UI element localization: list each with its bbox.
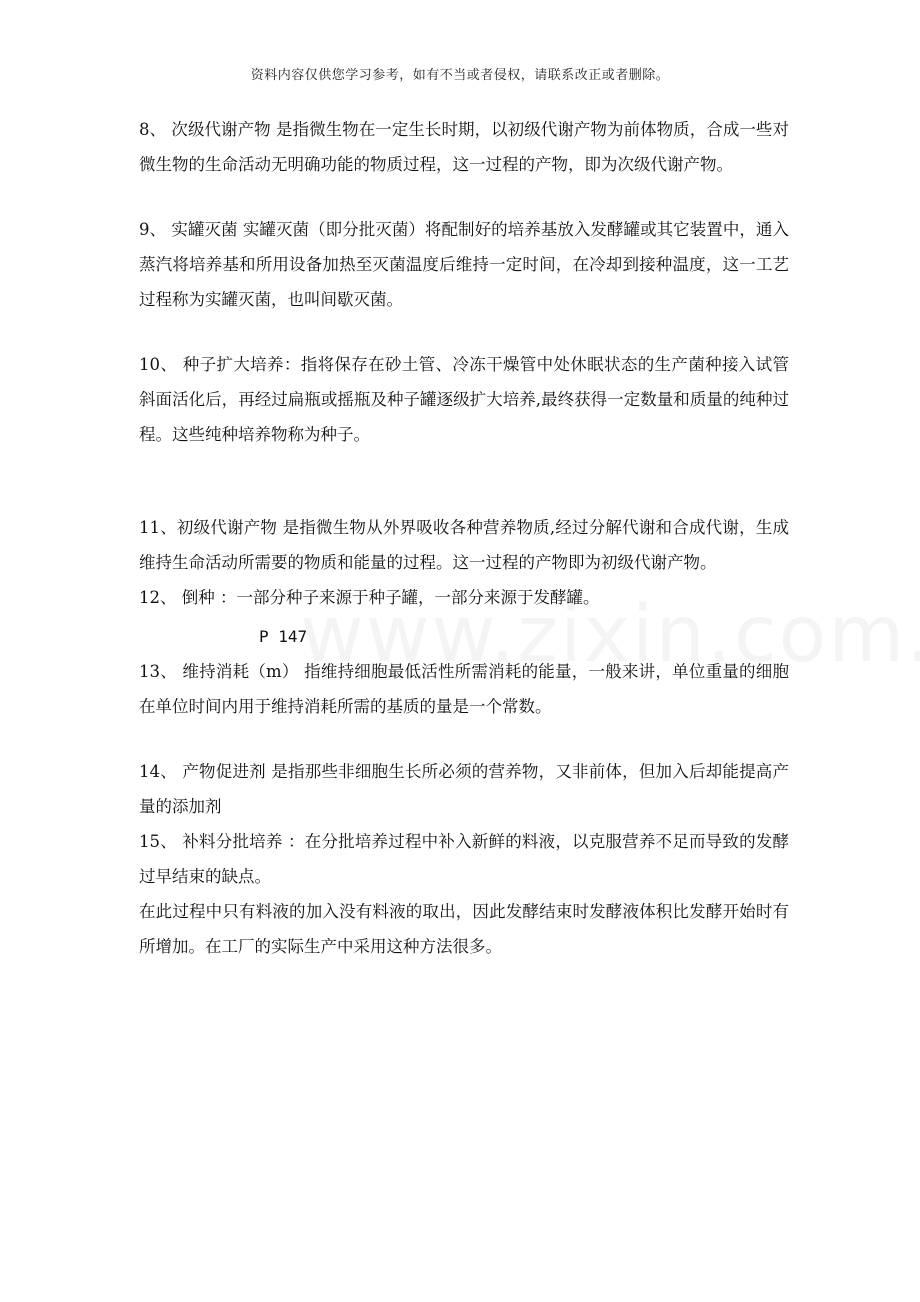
definition-15-continued: 在此过程中只有料液的加入没有料液的取出，因此发酵结束时发酵液体积比发酵开始时有所增加。在工厂的实际生产中采用这种方法很多。	[139, 902, 789, 956]
definition-14: 14、 产物促进剂 是指那些非细胞生长所必须的营养物，又非前体，但加入后却能提高产量的添加剂	[139, 762, 789, 816]
definition-15: 15、 补料分批培养 ：在分批培养过程中补入新鲜的料液，以克服营养不足而导致的发酵过早结束的缺点。	[139, 832, 789, 886]
definition-8: 8、 次级代谢产物 是指微生物在一定生长时期，以初级代谢产物为前体物质，合成一些对微生物的生命活动无明确功能的物质过程，这一过程的产物，即为次级代谢产物。	[139, 120, 789, 174]
header-note: 资料内容仅供您学习参考，如有不当或者侵权，请联系改正或者删除。	[250, 68, 670, 83]
definition-9: 9、 实罐灭菌 实罐灭菌（即分批灭菌）将配制好的培养基放入发酵罐或其它装置中，通入蒸汽将培养基和所用设备加热至灭菌温度后维持一定时间，在冷却到接种温度，这一工艺过程称为实罐灭菌，也叫间歇灭菌。	[139, 220, 789, 309]
definition-11: 11、初级代谢产物 是指微生物从外界吸收各种营养物质,经过分解代谢和合成代谢，生成维持生命活动所需要的物质和能量的过程。这一过程的产物即为初级代谢产物。	[139, 518, 789, 572]
definition-13: 13、 维持消耗（m） 指维持细胞最低活性所需消耗的能量，一般来讲，单位重量的细胞在单位时间内用于维持消耗所需的基质的量是一个常数。	[139, 662, 789, 716]
definition-10: 10、 种子扩大培养：指将保存在砂土管、冷冻干燥管中处休眠状态的生产菌种接入试管斜面活化后，再经过扁瓶或摇瓶及种子罐逐级扩大培养,最终获得一定数量和质量的纯种过程。这些纯种培养物称为种子。	[139, 355, 789, 444]
definition-12: 12、 倒种 ：一部分种子来源于种子罐，一部分来源于发酵罐。	[139, 588, 600, 607]
document-body	[139, 112, 789, 964]
page-reference: P 147	[259, 627, 308, 646]
